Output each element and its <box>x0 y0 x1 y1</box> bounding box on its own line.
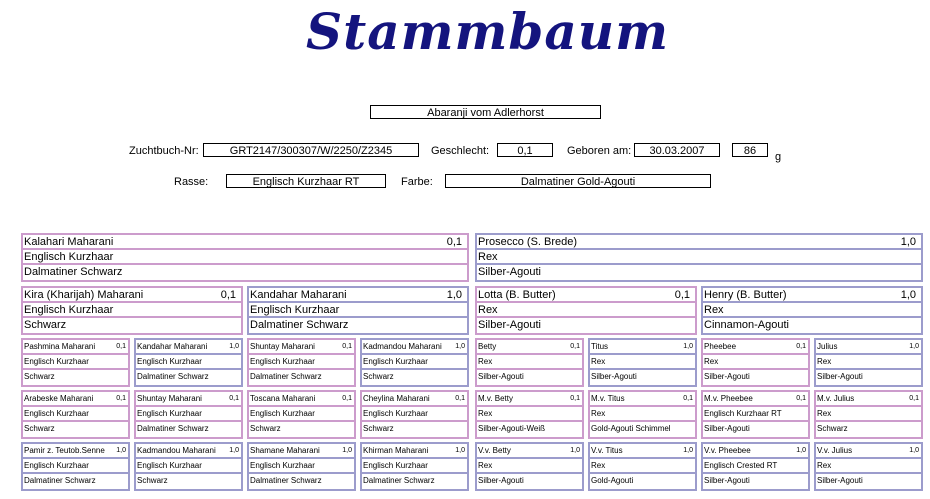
pedigree-card[interactable] <box>588 390 697 439</box>
farbe-label: Farbe: <box>401 176 433 188</box>
animal-name: Toscana Maharani <box>250 394 316 403</box>
animal-breed: Rex <box>591 409 606 418</box>
pedigree-card[interactable] <box>475 390 584 439</box>
animal-color: Silber-Agouti <box>478 266 541 278</box>
animal-breed: Englisch Kurzhaar <box>24 357 89 366</box>
animal-sex: 1,0 <box>796 447 806 454</box>
animal-breed: Rex <box>704 357 719 366</box>
animal-breed: Englisch Kurzhaar <box>24 251 114 263</box>
animal-breed: Englisch Kurzhaar <box>363 357 428 366</box>
animal-breed: Englisch Kurzhaar <box>137 409 202 418</box>
animal-sex: 1,0 <box>900 236 916 248</box>
animal-name: Betty <box>478 342 497 351</box>
animal-name: Kira (Kharijah) Maharani <box>24 289 144 301</box>
animal-color: Dalmatiner Schwarz <box>137 424 209 433</box>
animal-breed: Rex <box>478 304 498 316</box>
zuchtbuch-label: Zuchtbuch-Nr: <box>129 145 199 157</box>
animal-color: Silber-Agouti-Weiß <box>478 424 545 433</box>
animal-breed: Englisch Kurzhaar <box>250 461 315 470</box>
rasse-label: Rasse: <box>174 176 209 188</box>
pedigree-card[interactable] <box>701 390 810 439</box>
geboren-label: Geboren am: <box>567 145 632 157</box>
animal-sex: 0,1 <box>446 236 462 248</box>
pedigree-card[interactable] <box>21 286 243 335</box>
pedigree-card[interactable] <box>21 338 130 387</box>
rasse-field[interactable]: Englisch Kurzhaar RT <box>226 174 386 188</box>
animal-breed: Englisch Kurzhaar <box>137 461 202 470</box>
animal-name: V.v. Titus <box>591 446 623 455</box>
pedigree-card[interactable] <box>475 233 923 282</box>
animal-breed: Englisch Kurzhaar <box>363 409 428 418</box>
pedigree-card[interactable] <box>814 390 923 439</box>
animal-color: Dalmatiner Schwarz <box>363 476 435 485</box>
animal-sex: 0,1 <box>570 395 580 402</box>
pedigree-card[interactable] <box>360 442 469 491</box>
animal-sex: 1,0 <box>683 343 693 350</box>
animal-color: Dalmatiner Schwarz <box>137 372 209 381</box>
animal-color: Silber-Agouti <box>704 424 750 433</box>
animal-name: V.v. Betty <box>478 446 511 455</box>
animal-color: Schwarz <box>137 476 168 485</box>
animal-breed: Rex <box>478 409 493 418</box>
animal-sex: 0,1 <box>116 395 126 402</box>
animal-color: Schwarz <box>363 424 394 433</box>
animal-sex: 0,1 <box>570 343 580 350</box>
animal-sex: 0,1 <box>455 395 465 402</box>
pedigree-card[interactable] <box>814 442 923 491</box>
animal-name: Titus <box>591 342 609 351</box>
animal-name: Shamane Maharani <box>250 446 320 455</box>
zuchtbuch-field[interactable]: GRT2147/300307/W/2250/Z2345 <box>203 143 419 157</box>
animal-color: Dalmatiner Schwarz <box>250 319 349 331</box>
animal-sex: 1,0 <box>909 447 919 454</box>
pedigree-card[interactable] <box>814 338 923 387</box>
animal-name: M.v. Titus <box>591 394 625 403</box>
animal-breed: Englisch Kurzhaar <box>250 357 315 366</box>
animal-breed: Englisch Kurzhaar <box>24 409 89 418</box>
animal-color: Silber-Agouti <box>817 372 863 381</box>
pedigree-card[interactable] <box>21 442 130 491</box>
animal-color: Dalmatiner Schwarz <box>24 266 123 278</box>
pedigree-card[interactable] <box>475 286 697 335</box>
animal-name: Lotta (B. Butter) <box>478 289 556 301</box>
animal-breed: Englisch Kurzhaar <box>250 409 315 418</box>
animal-color: Silber-Agouti <box>704 476 750 485</box>
animal-name: M.v. Betty <box>478 394 513 403</box>
animal-name: Kadmandou Maharani <box>137 446 216 455</box>
animal-sex: 1,0 <box>570 447 580 454</box>
pedigree-card[interactable] <box>134 338 243 387</box>
animal-color: Schwarz <box>24 319 67 331</box>
animal-color: Silber-Agouti <box>478 476 524 485</box>
animal-color: Gold-Agouti <box>591 476 634 485</box>
animal-breed: Englisch Kurzhaar <box>24 461 89 470</box>
animal-name: Shuntay Maharani <box>137 394 202 403</box>
pedigree-card[interactable] <box>21 233 469 282</box>
pedigree-card[interactable] <box>134 390 243 439</box>
pedigree-card[interactable] <box>21 390 130 439</box>
animal-breed: Rex <box>817 409 832 418</box>
animal-color: Schwarz <box>817 424 848 433</box>
animal-name: Kandahar Maharani <box>137 342 208 351</box>
animal-name: Prosecco (S. Brede) <box>478 236 578 248</box>
animal-name: Pamir z. Teutob.Senne <box>24 446 105 455</box>
animal-sex: 1,0 <box>229 343 239 350</box>
animal-name: Julius <box>817 342 838 351</box>
animal-color: Dalmatiner Schwarz <box>250 372 322 381</box>
animal-sex: 0,1 <box>683 395 693 402</box>
animal-breed: Rex <box>591 461 606 470</box>
animal-breed: Englisch Kurzhaar <box>137 357 202 366</box>
pedigree-card[interactable] <box>360 338 469 387</box>
pedigree-card[interactable] <box>134 442 243 491</box>
pedigree-card[interactable] <box>475 442 584 491</box>
gewicht-field[interactable]: 86 <box>732 143 768 157</box>
animal-name-field[interactable]: Abaranji vom Adlerhorst <box>370 105 601 119</box>
animal-name: Khirman Maharani <box>363 446 429 455</box>
animal-name: M.v. Pheebee <box>704 394 753 403</box>
animal-sex: 1,0 <box>342 447 352 454</box>
pedigree-card[interactable] <box>588 338 697 387</box>
animal-name: Kadmandou Maharani <box>363 342 442 351</box>
animal-sex: 0,1 <box>342 395 352 402</box>
page-title: Stammbaum <box>305 2 670 61</box>
animal-name: Pheebee <box>704 342 737 351</box>
animal-sex: 1,0 <box>229 447 239 454</box>
animal-sex: 0,1 <box>796 343 806 350</box>
animal-name: Pashmina Maharani <box>24 342 96 351</box>
animal-color: Cinnamon-Agouti <box>704 319 789 331</box>
animal-color: Schwarz <box>24 424 55 433</box>
animal-sex: 0,1 <box>674 289 690 301</box>
animal-color: Silber-Agouti <box>591 372 637 381</box>
animal-sex: 0,1 <box>796 395 806 402</box>
animal-sex: 1,0 <box>455 343 465 350</box>
pedigree-card[interactable] <box>701 338 810 387</box>
animal-color: Silber-Agouti <box>817 476 863 485</box>
pedigree-card[interactable] <box>588 442 697 491</box>
animal-sex: 1,0 <box>446 289 462 301</box>
animal-sex: 0,1 <box>342 343 352 350</box>
farbe-field[interactable]: Dalmatiner Gold-Agouti <box>445 174 711 188</box>
animal-color: Silber-Agouti <box>704 372 750 381</box>
animal-color: Dalmatiner Schwarz <box>24 476 96 485</box>
pedigree-card[interactable] <box>247 390 356 439</box>
animal-name: Cheylina Maharani <box>363 394 430 403</box>
pedigree-card[interactable] <box>247 442 356 491</box>
animal-color: Gold-Agouti Schimmel <box>591 424 671 433</box>
animal-color: Silber-Agouti <box>478 372 524 381</box>
geboren-field[interactable]: 30.03.2007 <box>634 143 720 157</box>
animal-breed: Rex <box>478 461 493 470</box>
animal-breed: Rex <box>478 251 498 263</box>
animal-breed: Englisch Kurzhaar RT <box>704 409 782 418</box>
pedigree-card[interactable] <box>247 338 356 387</box>
animal-sex: 1,0 <box>116 447 126 454</box>
animal-name: Henry (B. Butter) <box>704 289 787 301</box>
animal-breed: Rex <box>591 357 606 366</box>
animal-sex: 1,0 <box>900 289 916 301</box>
animal-color: Schwarz <box>363 372 394 381</box>
animal-sex: 1,0 <box>455 447 465 454</box>
gewicht-unit: g <box>775 151 782 163</box>
animal-name: M.v. Julius <box>817 394 855 403</box>
pedigree-card[interactable] <box>701 286 923 335</box>
animal-breed: Englisch Crested RT <box>704 461 778 470</box>
animal-breed: Englisch Kurzhaar <box>250 304 340 316</box>
animal-breed: Englisch Kurzhaar <box>363 461 428 470</box>
animal-breed: Rex <box>704 304 724 316</box>
animal-sex: 0,1 <box>220 289 236 301</box>
animal-breed: Englisch Kurzhaar <box>24 304 114 316</box>
animal-sex: 0,1 <box>909 395 919 402</box>
animal-sex: 0,1 <box>229 395 239 402</box>
animal-sex: 1,0 <box>909 343 919 350</box>
pedigree-card[interactable] <box>247 286 469 335</box>
animal-name: V.v. Julius <box>817 446 853 455</box>
animal-name: V.v. Pheebee <box>704 446 751 455</box>
animal-name: Arabeske Maharani <box>24 394 94 403</box>
animal-breed: Rex <box>817 357 832 366</box>
animal-color: Silber-Agouti <box>478 319 541 331</box>
animal-color: Schwarz <box>24 372 55 381</box>
pedigree-card[interactable] <box>701 442 810 491</box>
animal-color: Schwarz <box>250 424 281 433</box>
pedigree-card[interactable] <box>475 338 584 387</box>
animal-color: Dalmatiner Schwarz <box>250 476 322 485</box>
geschlecht-field[interactable]: 0,1 <box>497 143 553 157</box>
animal-name: Shuntay Maharani <box>250 342 315 351</box>
animal-breed: Rex <box>817 461 832 470</box>
animal-sex: 1,0 <box>683 447 693 454</box>
animal-sex: 0,1 <box>116 343 126 350</box>
animal-name: Kandahar Maharani <box>250 289 347 301</box>
animal-name: Kalahari Maharani <box>24 236 114 248</box>
animal-breed: Rex <box>478 357 493 366</box>
pedigree-card[interactable] <box>360 390 469 439</box>
geschlecht-label: Geschlecht: <box>431 145 490 157</box>
